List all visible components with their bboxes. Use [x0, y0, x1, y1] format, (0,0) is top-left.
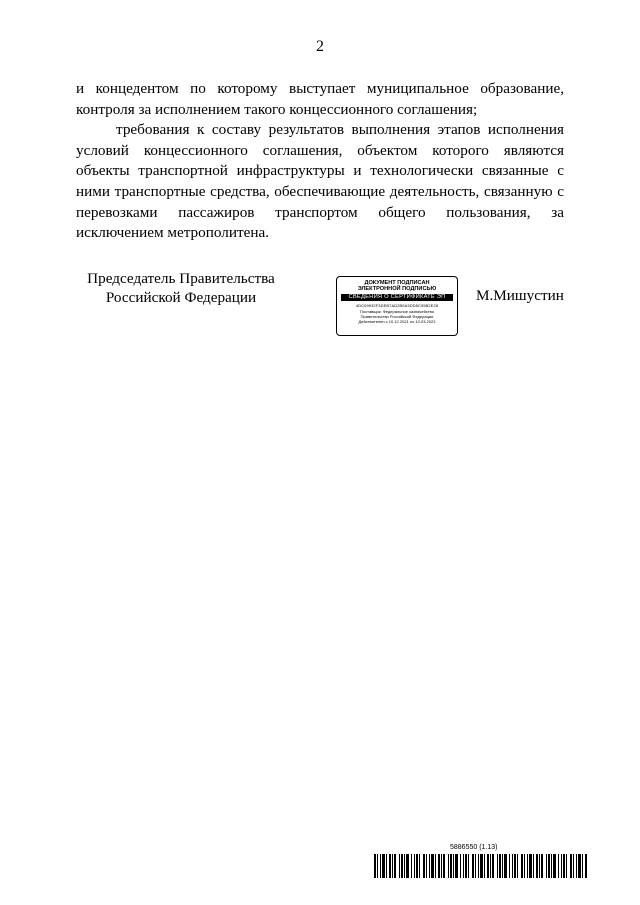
barcode-bar [546, 854, 547, 878]
barcode-bar [399, 854, 400, 878]
barcode-bar [558, 854, 559, 878]
barcode-bar [490, 854, 491, 878]
barcode-bar [527, 854, 528, 878]
barcode-bar [380, 854, 381, 878]
barcode-bar [392, 854, 393, 878]
barcode-bar [411, 854, 412, 878]
barcode-bar [416, 854, 418, 878]
barcode-bar [475, 854, 476, 878]
barcode-bar [517, 854, 518, 878]
barcode-bar [460, 854, 461, 878]
barcode-bar [401, 854, 403, 878]
barcode-bar [478, 854, 479, 878]
barcode-bar [512, 854, 513, 878]
stamp-title-line: ЭЛЕКТРОННОЙ ПОДПИСЬЮ [357, 286, 437, 293]
barcode-bar [438, 854, 440, 878]
barcode-bar [389, 854, 391, 878]
barcode-bar [497, 854, 498, 878]
barcode-bar [465, 854, 467, 878]
barcode-bar [570, 854, 572, 878]
stamp-banner: СВЕДЕНИЯ О СЕРТИФИКАТЕ ЭП [341, 294, 453, 302]
stamp-serial: 4DC09932F3DEB7AD2B9A3DD5C95B2E28 [355, 303, 439, 309]
paragraph: и концедентом по которому выступает муниципальное образование, контроля за исполнением такого концессионного соглашения; [76, 80, 564, 118]
barcode-bar [585, 854, 587, 878]
barcode-bar [463, 854, 464, 878]
barcode-bar [484, 854, 485, 878]
stamp-validity: Действителен с 10.12.2021 по 10.03.2023 [358, 318, 436, 324]
stamp-title-line: ДОКУМЕНТ ПОДПИСАН [364, 280, 430, 286]
barcode-bar [468, 854, 469, 878]
barcode-bar [576, 854, 577, 878]
barcode-bar [472, 854, 474, 878]
barcode-bar [553, 854, 556, 878]
barcode-bar [374, 854, 376, 878]
barcode-bar [394, 854, 396, 878]
barcode-bar [492, 854, 494, 878]
barcode-bar [521, 854, 523, 878]
barcode-bar [548, 854, 550, 878]
barcode-bar [573, 854, 574, 878]
barcode-bar [514, 854, 516, 878]
barcode-bar [426, 854, 427, 878]
barcode-bar [582, 854, 583, 878]
barcode-bar [448, 854, 449, 878]
barcode-bar [533, 854, 534, 878]
signer-position-line: Председатель Правительства [87, 270, 275, 287]
barcode-bar [504, 854, 507, 878]
barcode-bar [435, 854, 436, 878]
document-code: 5886550 (1.13) [450, 844, 498, 851]
page-number: 2 [316, 38, 324, 55]
barcode-bar [441, 854, 442, 878]
barcode-bar [487, 854, 489, 878]
barcode-bar [423, 854, 425, 878]
document-body [76, 79, 564, 244]
barcode-bar [578, 854, 581, 878]
barcode-bar [414, 854, 415, 878]
electronic-signature-stamp [336, 276, 458, 336]
signer-name: М.Мишустин [476, 287, 564, 304]
barcode-bar [450, 854, 452, 878]
barcode-bar [453, 854, 454, 878]
barcode-bar [455, 854, 458, 878]
barcode-bar [563, 854, 565, 878]
barcode-bar [509, 854, 510, 878]
barcode-bar [431, 854, 434, 878]
barcode-bar [429, 854, 430, 878]
barcode-bar [539, 854, 540, 878]
barcode-bar [502, 854, 503, 878]
barcode-bar [566, 854, 567, 878]
barcode-bar [551, 854, 552, 878]
barcode-bar [499, 854, 501, 878]
stamp-title [337, 280, 457, 293]
stamp-issuer: Поставщик: Федеральное казначейство [360, 308, 434, 314]
barcode-bar [536, 854, 538, 878]
barcode-bar [541, 854, 543, 878]
barcode-bar [382, 854, 385, 878]
barcode-bar [404, 854, 405, 878]
barcode-bar [419, 854, 420, 878]
barcode-bar [386, 854, 387, 878]
signer-position-line: Российской Федерации [105, 289, 257, 306]
barcode-icon [374, 854, 588, 878]
barcode-bar [377, 854, 378, 878]
barcode-bar [406, 854, 409, 878]
barcode-bar [529, 854, 532, 878]
barcode-bar [443, 854, 445, 878]
stamp-issuer: Правительство Российской Федерации [360, 313, 434, 319]
barcode-bar [561, 854, 562, 878]
barcode-bar [524, 854, 525, 878]
barcode-bar [480, 854, 483, 878]
paragraph: требования к составу результатов выполнения этапов исполнения условий концессионного соглашения, объектом которого являются объекты транспортной инфраструктуры и технологически связанные с ними транспортные средства, обеспечивающие деятельность, связанную с перевозками пассажиров транспортом общего пользования, за исключением метрополитена. [76, 121, 564, 242]
signer-position [76, 269, 286, 307]
